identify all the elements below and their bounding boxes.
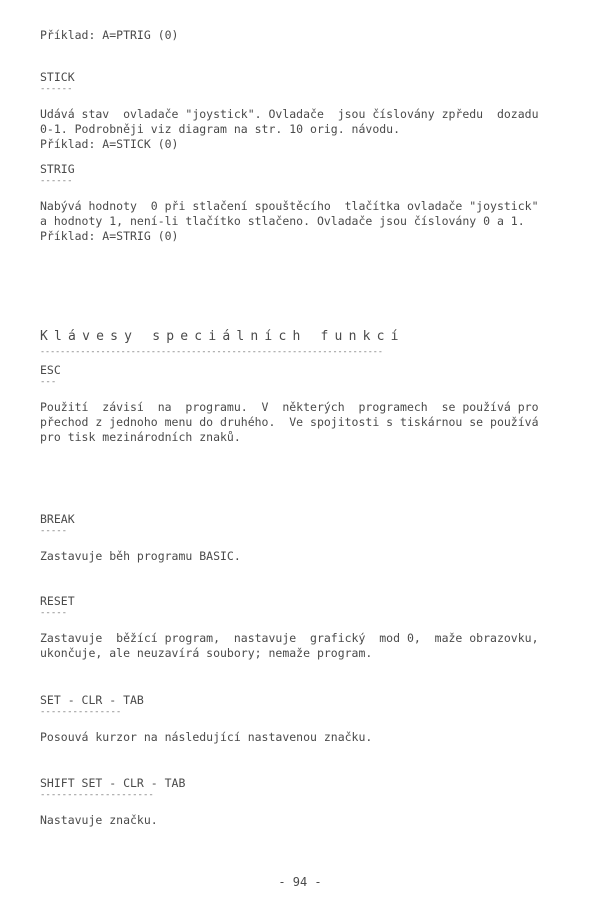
entry-set-clr-tab [40,693,560,745]
section-heading [40,329,560,355]
text-line: Použití závisí na programu. V některých programech se používá pro [40,400,539,414]
entry-title: ESC [40,363,61,377]
entry-title-underline: --------------------- [40,790,154,800]
text-line: Zastavuje běh programu BASIC. [40,549,241,563]
text-line: pro tisk mezinárodních znaků. [40,430,241,444]
text-line: Příklad: A=STICK (0) [40,137,179,151]
text-line: Příklad: A=STRIG (0) [40,229,179,243]
section-heading-underline: -------------------------------------------------------------------- [40,346,383,356]
text-line: Zastavuje běžící program, nastavuje grafický mod 0, maže obrazovku, [40,631,539,645]
entry-title-underline: ------ [40,176,73,186]
entry-stick [40,70,560,152]
entry-title-underline: ----- [40,526,68,536]
entry-title: STICK [40,70,75,84]
entry-title-underline: --- [40,377,57,387]
entry-title-underline: ----- [40,608,68,618]
entry-title: SET - CLR - TAB [40,693,144,707]
text-line: Posouvá kurzor na následující nastavenou značku. [40,730,373,744]
page-number: - 94 - [278,875,322,889]
text-line: 0-1. Podrobněji viz diagram na str. 10 orig. návodu. [40,122,401,136]
entry-strig [40,162,560,244]
entry-shift-set-clr-tab [40,776,560,828]
text-line: Nastavuje značku. [40,813,158,827]
entry-title-underline: ------ [40,84,73,94]
text-line: Nabývá hodnoty 0 při stlačení spouštěcího tlačítka ovladače "joystick" [40,199,539,213]
example-ptrig [40,28,560,43]
text-line: přechod z jednoho menu do druhého. Ve spojitosti s tiskárnou se používá [40,415,539,429]
entry-break [40,512,560,564]
entry-title: RESET [40,594,75,608]
section-heading-text: Klávesy speciálních funkcí [40,329,405,344]
text-line: a hodnoty 1, není-li tlačítko stlačeno. Ovladače jsou číslovány 0 a 1. [40,214,525,228]
entry-title: STRIG [40,162,75,176]
text-line: Příklad: A=PTRIG (0) [40,28,179,42]
text-line: ukončuje, ale neuzavírá soubory; nemaže program. [40,646,373,660]
entry-esc [40,363,560,445]
entry-title: SHIFT SET - CLR - TAB [40,776,186,790]
entry-title: BREAK [40,512,75,526]
entry-title-underline: --------------- [40,707,122,717]
text-line: Udává stav ovladače "joystick". Ovladače jsou číslovány zpředu dozadu [40,107,539,121]
entry-reset [40,594,560,661]
